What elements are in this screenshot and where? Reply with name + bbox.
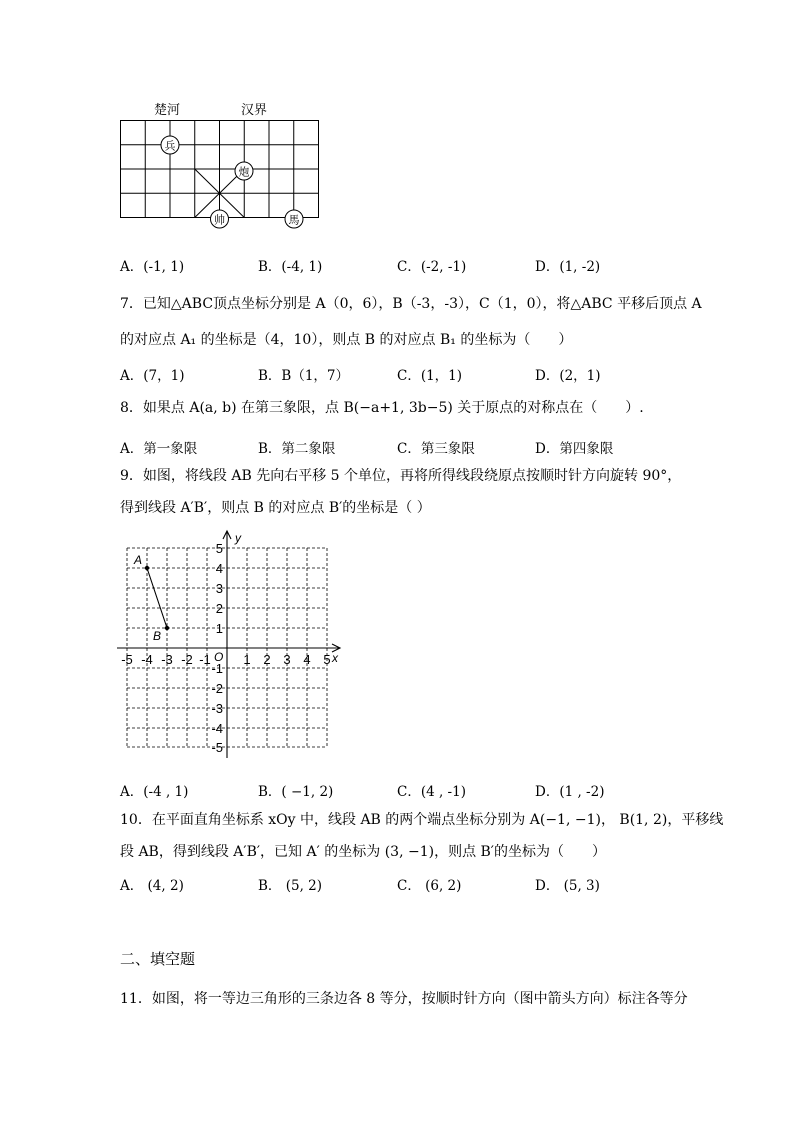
- q8-option-b[interactable]: B．第二象限: [258, 441, 336, 457]
- x-axis-label: x: [332, 651, 338, 665]
- q10-option-a[interactable]: A． (4, 2): [120, 878, 184, 894]
- q7-option-c[interactable]: C．(1，1): [397, 368, 463, 384]
- q10-option-b[interactable]: B． (5, 2): [258, 878, 323, 894]
- x-tick-label: 1: [243, 652, 251, 667]
- coordinate-grid-figure: [110, 525, 360, 765]
- chess-piece-pao: [235, 162, 253, 180]
- point-b: [165, 626, 169, 630]
- chess-label-left: 楚河: [154, 103, 181, 118]
- q10-option-c[interactable]: C． (6, 2): [397, 878, 462, 894]
- origin-label: O: [214, 650, 224, 664]
- x-tick-label: 5: [323, 652, 331, 667]
- q9-text-line2: 得到线段 A′B′，则点 B 的对应点 B′的坐标是（ ）: [120, 500, 431, 516]
- q8-option-c[interactable]: C．第三象限: [397, 441, 475, 457]
- q11-text-line1: 11．如图，将一等边三角形的三条边各 8 等分，按顺时针方向（图中箭头方向）标注各等分: [120, 991, 688, 1007]
- svg-text:炮: 炮: [238, 166, 250, 179]
- x-tick-label: 3: [283, 652, 291, 667]
- q8-text-line1: 8．如果点 A(a, b) 在第三象限，点 B(−a+1, 3b−5) 关于原点的对称点在（ ）.: [120, 400, 644, 416]
- y-tick-label: 2: [215, 601, 223, 616]
- q6-option-a[interactable]: A．(-1, 1): [120, 259, 185, 275]
- svg-text:馬: 馬: [288, 214, 300, 227]
- chess-piece-shuai: [211, 210, 229, 228]
- section-title: 二、填空题: [120, 950, 196, 968]
- q8-option-a[interactable]: A．第一象限: [120, 441, 198, 457]
- y-tick-label: -1: [211, 661, 223, 676]
- q9-option-c[interactable]: C．(4 , -1): [397, 784, 466, 800]
- y-tick-label: 1: [215, 621, 223, 636]
- q9-option-a[interactable]: A．(-4 , 1): [120, 784, 189, 800]
- x-tick-label: -2: [181, 652, 193, 667]
- q6-option-b[interactable]: B．(-4, 1): [258, 259, 323, 275]
- q9-text-line1: 9．如图，将线段 AB 先向右平移 5 个单位，再将所得线段绕原点按顺时针方向旋转 90°，: [120, 468, 682, 484]
- q9-option-b[interactable]: B．( −1, 2): [258, 784, 334, 800]
- q10-option-d[interactable]: D． (5, 3): [535, 878, 600, 894]
- q6-option-d[interactable]: D．(1, -2): [535, 259, 601, 275]
- q10-text-line1: 10．在平面直角坐标系 xOy 中，线段 AB 的两个端点坐标分别为 A(−1, −1)， B(1, 2)，平移线: [120, 812, 724, 828]
- y-tick-label: 5: [215, 541, 223, 556]
- x-tick-label: -3: [161, 652, 173, 667]
- point-a-label: A: [134, 553, 143, 567]
- q7-option-b[interactable]: B．B（1，7）: [258, 368, 350, 384]
- x-tick-label: 2: [263, 652, 271, 667]
- q7-option-d[interactable]: D．(2，1): [535, 368, 601, 384]
- point-b-label: B: [153, 629, 162, 643]
- q7-text-line2: 的对应点 A₁ 的坐标是（4，10），则点 B 的对应点 B₁ 的坐标为（ ）: [120, 332, 573, 348]
- q7-option-a[interactable]: A．(7，1): [120, 368, 185, 384]
- q7-text-line1: 7．已知△ABC顶点坐标分别是 A（0，6），B（-3，-3），C（1，0），将△ABC 平移后顶点 A: [120, 296, 702, 312]
- y-axis-label: y: [235, 531, 241, 545]
- svg-text:兵: 兵: [164, 140, 176, 153]
- q10-text-line2: 段 AB，得到线段 A′B′，已知 A′ 的坐标为 (3, −1)，则点 B′的坐标为（ ）: [120, 844, 606, 860]
- y-tick-label: -5: [211, 740, 223, 755]
- y-tick-label: 4: [215, 561, 223, 576]
- point-a: [145, 566, 149, 570]
- segment-ab: [147, 568, 167, 628]
- chess-piece-ma: [285, 210, 303, 228]
- x-tick-label: -5: [121, 652, 133, 667]
- chess-piece-bing: [161, 136, 179, 154]
- x-tick-label: -4: [141, 652, 153, 667]
- y-tick-label: -4: [211, 721, 223, 736]
- x-tick-label: 4: [303, 652, 311, 667]
- q6-option-c[interactable]: C．(-2, -1): [397, 259, 467, 275]
- svg-text:帅: 帅: [214, 214, 225, 227]
- y-tick-label: -2: [211, 681, 223, 696]
- q9-option-d[interactable]: D．(1 , -2): [535, 784, 605, 800]
- y-tick-label: 3: [215, 581, 223, 596]
- q8-option-d[interactable]: D．第四象限: [535, 441, 614, 457]
- chess-label-right: 汉界: [241, 103, 268, 118]
- x-tick-label: -1: [199, 652, 211, 667]
- y-tick-label: -3: [211, 701, 223, 716]
- chess-board-figure: [110, 115, 330, 235]
